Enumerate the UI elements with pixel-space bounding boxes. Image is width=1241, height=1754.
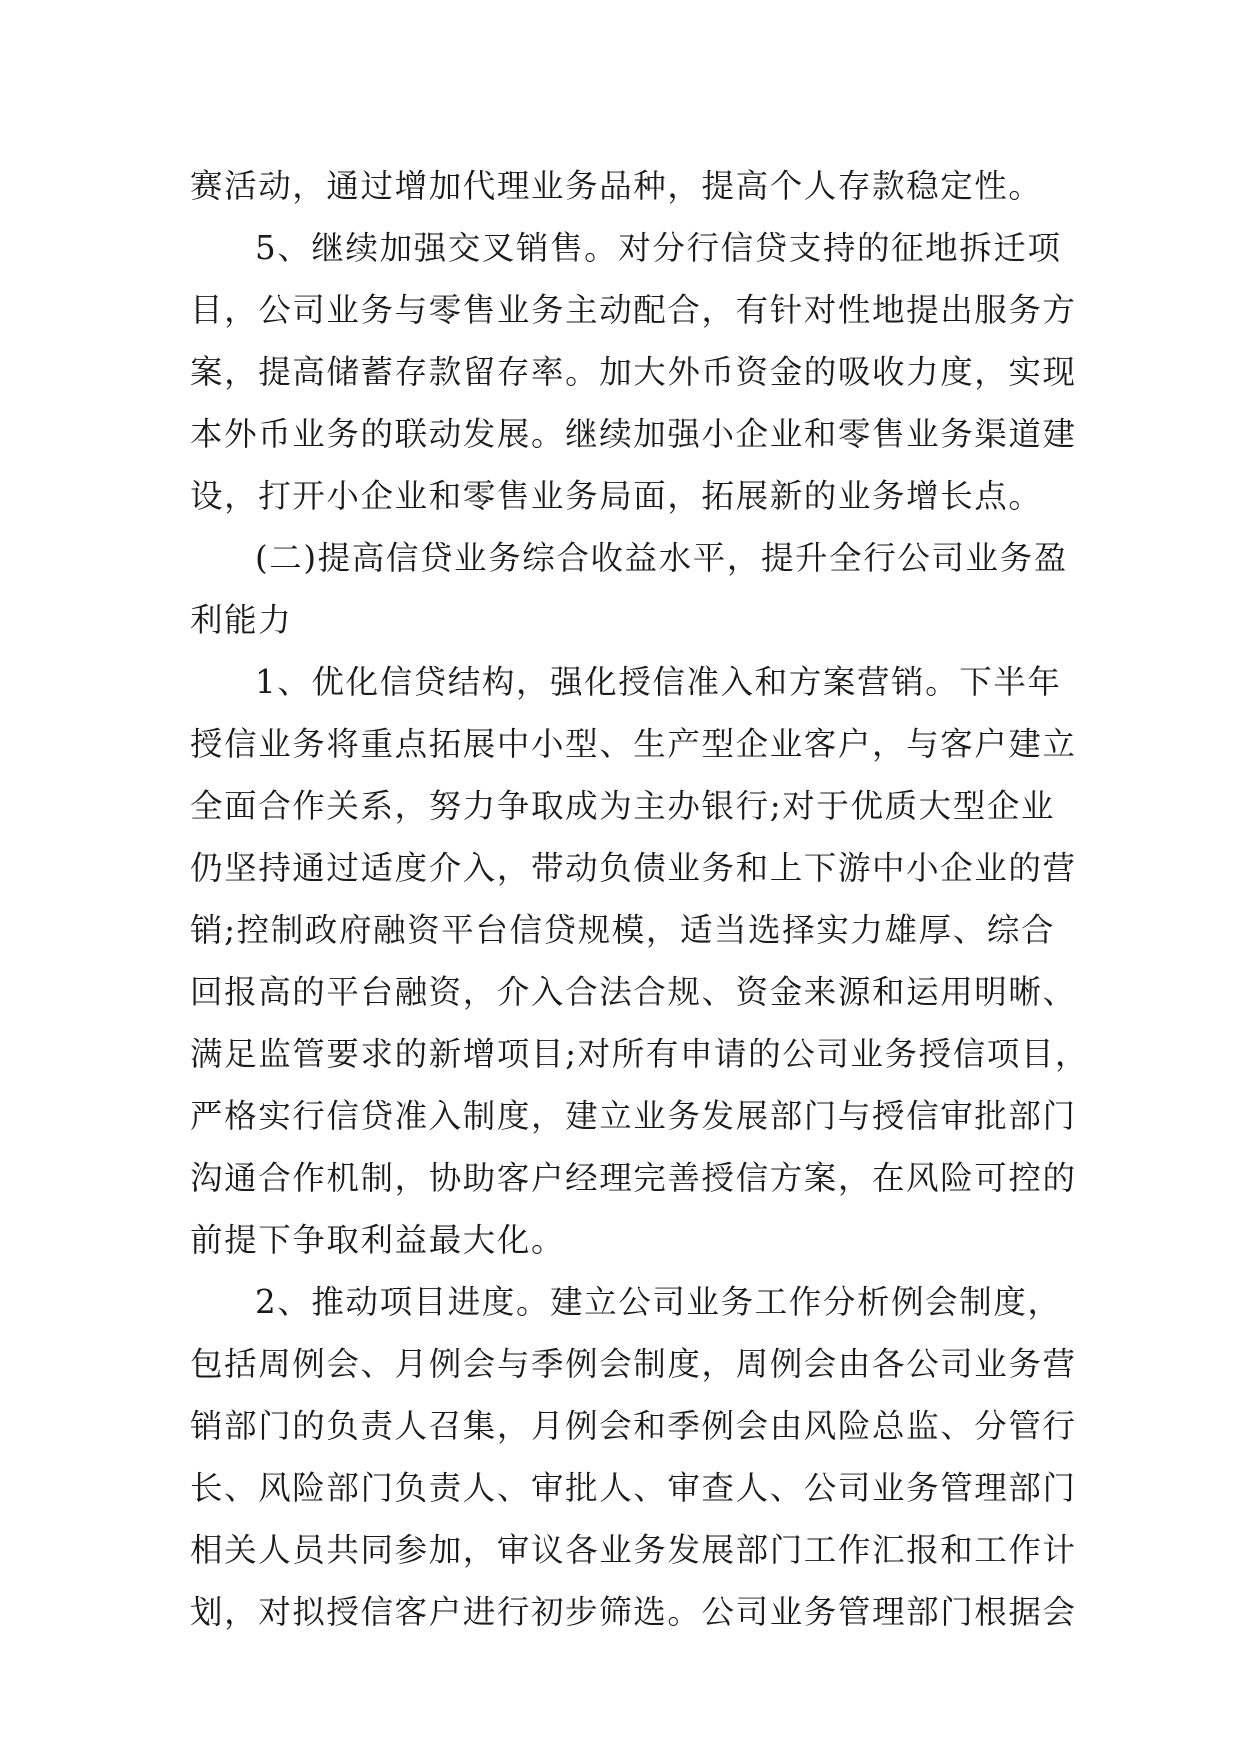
text-line: 设，打开小企业和零售业务局面，拓展新的业务增长点。: [190, 477, 1043, 515]
text-line: 严格实行信贷准入制度，建立业务发展部门与授信审批部门: [190, 1097, 1077, 1135]
text-line: 本外币业务的联动发展。继续加强小企业和零售业务渠道建: [190, 415, 1077, 453]
text-line: 目，公司业务与零售业务主动配合，有针对性地提出服务方: [190, 291, 1077, 329]
text-line: 长、风险部门负责人、审批人、审查人、公司业务管理部门: [190, 1469, 1077, 1507]
text-line: 沟通合作机制，协助客户经理完善授信方案，在风险可控的: [190, 1159, 1077, 1197]
text-line: 回报高的平台融资，介入合法合规、资金来源和运用明晰、: [190, 973, 1077, 1011]
body-text: [190, 155, 1090, 1643]
paragraph-item-2: [190, 1271, 1077, 1643]
text-line: 销部门的负责人召集，月例会和季例会由风险总监、分管行: [190, 1407, 1077, 1445]
paragraph-item-1: [190, 651, 1090, 1271]
text-line: 仍坚持通过适度介入，带动负债业务和上下游中小企业的营: [190, 849, 1077, 887]
text-line: 满足监管要求的新增项目;对所有申请的公司业务授信项目，: [190, 1035, 1090, 1073]
text-line: 1、优化信贷结构，强化授信准入和方案营销。下半年: [255, 663, 1062, 701]
paragraph-section-two: [190, 527, 1070, 651]
paragraph-continuation: [190, 155, 1070, 217]
text-line: 利能力: [190, 601, 293, 639]
text-line: 赛活动，通过增加代理业务品种，提高个人存款稳定性。: [190, 167, 1043, 205]
text-line: 包括周例会、月例会与季例会制度，周例会由各公司业务营: [190, 1345, 1077, 1383]
paragraph-cross-selling: [190, 217, 1077, 527]
text-line: 相关人员共同参加，审议各业务发展部门工作汇报和工作计: [190, 1531, 1077, 1569]
text-line: 2、推动项目进度。建立公司业务工作分析例会制度，: [255, 1283, 1062, 1321]
text-line: 前提下争取利益最大化。: [190, 1221, 566, 1259]
text-line: (二)提高信贷业务综合收益水平，提升全行公司业务盈: [255, 539, 1068, 577]
text-line: 5、继续加强交叉销售。对分行信贷支持的征地拆迁项: [255, 229, 1062, 267]
text-line: 全面合作关系，努力争取成为主办银行;对于优质大型企业: [190, 787, 1056, 825]
text-line: 销;控制政府融资平台信贷规模，适当选择实力雄厚、综合: [190, 911, 1056, 949]
text-line: 授信业务将重点拓展中小型、生产型企业客户，与客户建立: [190, 725, 1077, 763]
text-line: 划，对拟授信客户进行初步筛选。公司业务管理部门根据会: [190, 1593, 1077, 1631]
text-line: 案，提高储蓄存款留存率。加大外币资金的吸收力度，实现: [190, 353, 1077, 391]
